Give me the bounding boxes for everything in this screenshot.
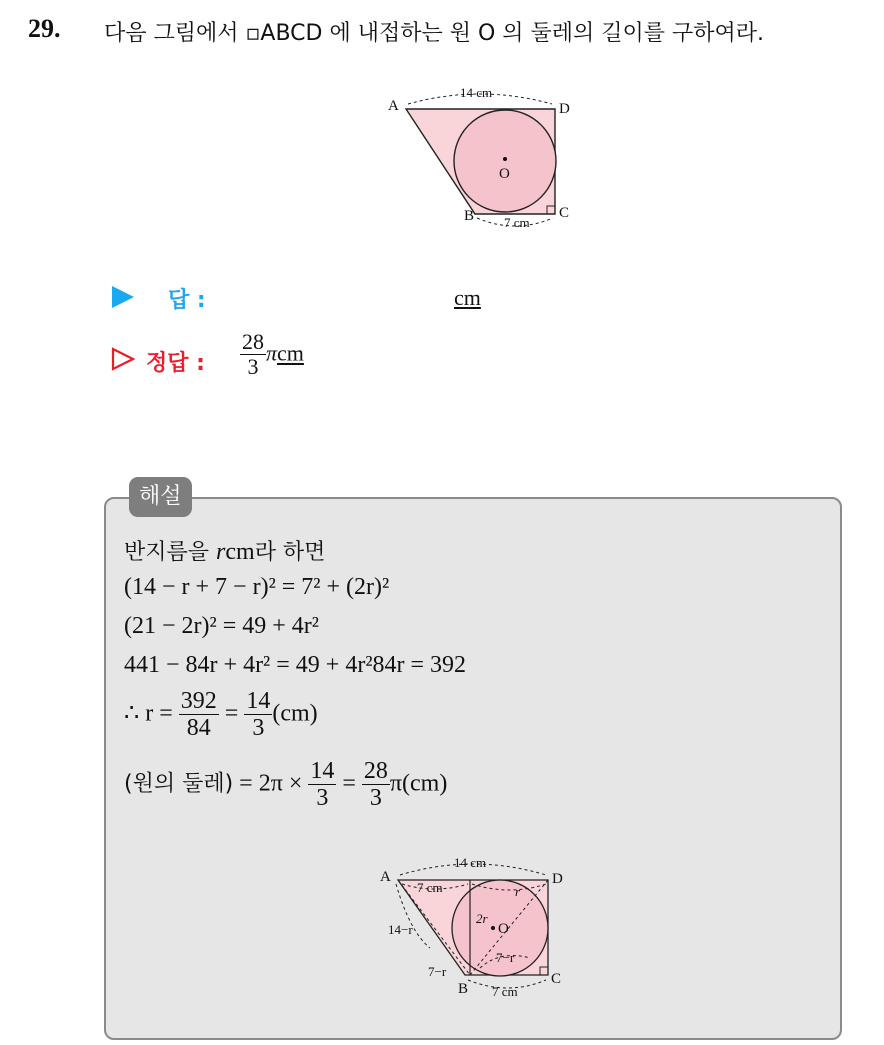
line5-frac2-den: 3 bbox=[252, 715, 265, 742]
correct-fraction bbox=[240, 330, 266, 379]
solution-line-5 bbox=[124, 688, 318, 742]
solution-line-3: (21 − 2r)² = 49 + 4r² bbox=[124, 613, 319, 639]
correct-numerator: 28 bbox=[242, 329, 264, 354]
line6-frac1 bbox=[308, 758, 336, 812]
figure-trapezoid-circle bbox=[380, 84, 580, 234]
line6-frac2-den: 3 bbox=[369, 785, 382, 812]
vertex-b: B bbox=[464, 208, 475, 224]
line5-prefix: ∴ r = bbox=[124, 700, 179, 727]
fig2-7r-left: 7−r bbox=[428, 964, 447, 979]
line1-korean: 반지름을 bbox=[124, 540, 217, 565]
question-number: 29. bbox=[28, 14, 61, 43]
correct-denominator: 3 bbox=[247, 354, 259, 380]
line5-eq: = bbox=[218, 700, 245, 727]
line6-mid: = 2π × bbox=[233, 770, 309, 797]
line6-frac2-num: 28 bbox=[363, 758, 388, 784]
fig2-vertex-d: D bbox=[552, 871, 563, 887]
answer-label: 답 : bbox=[168, 288, 206, 313]
center-dot-2 bbox=[491, 926, 495, 930]
solution-line-6 bbox=[124, 758, 447, 812]
fig2-vertex-a: A bbox=[380, 869, 391, 885]
fig2-vertex-b: B bbox=[458, 981, 469, 997]
center-dot bbox=[503, 157, 507, 161]
label-bottom-7cm: 7 cm bbox=[504, 215, 530, 230]
fig2-bottom-7cm: 7 cm bbox=[492, 984, 518, 999]
solution-line-4: 441 − 84r + 4r² = 49 + 4r²84r = 392 bbox=[124, 652, 467, 678]
vertex-a: A bbox=[388, 98, 399, 114]
line5-frac1 bbox=[179, 688, 219, 742]
line5-frac2-num: 14 bbox=[246, 688, 271, 714]
fig2-7cm: 7 cm bbox=[417, 880, 443, 895]
line5-frac2 bbox=[244, 688, 272, 742]
line6-frac1-num: 14 bbox=[310, 758, 335, 784]
figure-solution-diagram bbox=[370, 850, 580, 1005]
vertex-d: D bbox=[559, 101, 570, 117]
fig2-center-o: O bbox=[498, 921, 509, 937]
line6-frac1-den: 3 bbox=[316, 785, 329, 812]
label-top-14cm: 14 cm bbox=[460, 85, 493, 100]
answer-unit: cm bbox=[454, 285, 481, 310]
fig2-r: r bbox=[515, 884, 521, 899]
correct-answer-value bbox=[240, 330, 304, 379]
line1-unit: cm bbox=[225, 539, 255, 565]
vertex-c: C bbox=[559, 205, 570, 221]
correct-unit: cm bbox=[277, 340, 304, 366]
line5-frac1-den: 84 bbox=[186, 715, 211, 742]
line1-tail: 라 하면 bbox=[254, 540, 326, 565]
line6-eq: = bbox=[336, 770, 362, 797]
fig2-top-14cm: 14 cm bbox=[454, 855, 487, 870]
question-text: 다음 그림에서 ▫ABCD 에 내접하는 원 O 의 둘레의 길이를 구하여라. bbox=[104, 21, 765, 46]
center-o: O bbox=[499, 166, 510, 182]
line5-unit: (cm) bbox=[272, 700, 318, 727]
line6-frac2 bbox=[362, 758, 390, 812]
correct-arrow-icon bbox=[110, 346, 136, 372]
fig2-7r-right: 7−r bbox=[496, 950, 515, 965]
line5-frac1-num: 392 bbox=[180, 688, 217, 714]
fig2-14r: 14−r bbox=[388, 922, 413, 937]
answer-arrow-icon bbox=[112, 286, 134, 308]
line1-var: r bbox=[216, 539, 226, 565]
solution-line-1 bbox=[124, 535, 325, 566]
line6-unit: π(cm) bbox=[389, 770, 448, 797]
line6-prefix: (원의 둘레) bbox=[124, 771, 234, 797]
solution-tag: 해설 bbox=[129, 477, 192, 517]
solution-line-2: (14 − r + 7 − r)² = 7² + (2r)² bbox=[124, 574, 390, 600]
fig2-2r: 2r bbox=[476, 911, 488, 926]
fig2-vertex-c: C bbox=[551, 971, 562, 987]
correct-label: 정답 : bbox=[146, 351, 205, 376]
correct-pi: π bbox=[266, 340, 278, 366]
